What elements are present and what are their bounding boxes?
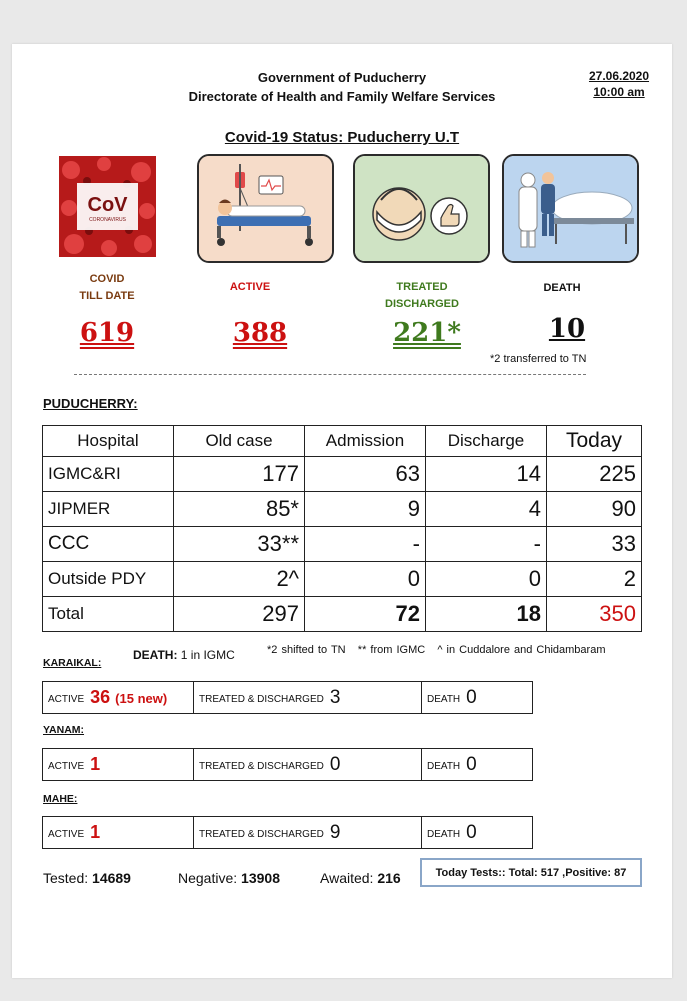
report-page [12,44,672,978]
mahe-treated-value: 9 [329,821,341,843]
row-discharge: - [426,527,547,562]
negative-label: Negative: [178,870,238,886]
report-datetime [584,68,654,100]
hospital-bed-image [197,154,334,263]
treated-label: TREATED & DISCHARGED [199,761,324,772]
col-admission: Admission [305,426,426,457]
puducherry-death-label: DEATH: [133,648,178,662]
row-discharge: 14 [426,457,547,492]
row-hospital: Total [43,597,174,632]
covid-label-line1: COVID [89,273,125,285]
mahe-death-cell [422,817,532,848]
tested-value: 14689 [92,870,131,886]
yanam-death-cell [422,749,532,780]
mahe-death-value: 0 [466,821,477,843]
yanam-active-value: 1 [90,754,101,774]
covid-label-line2: TILL DATE [79,290,135,302]
karaikal-heading: KARAIKAL: [43,657,102,669]
mahe-treated-cell [194,817,422,848]
mask-thumbs-up-image [353,154,490,263]
yanam-heading: YANAM: [43,724,85,736]
awaited-label: Awaited: [320,870,374,886]
puducherry-heading: PUDUCHERRY: [43,396,138,411]
active-label: ACTIVE [48,761,85,772]
row-discharge: 0 [426,562,547,597]
table-row [43,562,642,597]
cov-logo-subtext: CORONAVIRUS [89,217,126,223]
tested-label: Tested: [43,870,89,886]
row-today: 33 [547,527,642,562]
col-old-case: Old case [174,426,305,457]
row-admission: - [305,527,426,562]
yanam-treated-cell [194,749,422,780]
row-admission: 63 [305,457,426,492]
karaikal-active-cell [43,682,194,713]
yanam-death-value: 0 [466,753,477,775]
karaikal-death-value: 0 [466,686,477,708]
active-label: ACTIVE [48,829,85,840]
table-row [43,457,642,492]
status-title: Covid-19 Status: Puducherry U.T [224,129,460,146]
karaikal-treated-cell [194,682,422,713]
treated-discharged-label [372,279,472,313]
mahe-box [42,816,533,849]
report-time: 10:00 am [593,85,645,99]
karaikal-death-cell [422,682,532,713]
row-old-case: 177 [174,457,305,492]
row-hospital: CCC [43,527,174,562]
mahe-active-cell [43,817,194,848]
col-today: Today [547,426,642,457]
table-total-row [43,597,642,632]
total-admission: 72 [305,597,426,632]
row-hospital: Outside PDY [43,562,174,597]
awaited-value: 216 [377,870,401,886]
death-value: 10 [548,314,586,344]
karaikal-treated-value: 3 [329,686,341,708]
col-hospital: Hospital [43,426,174,457]
row-hospital: JIPMER [43,492,174,527]
negative-value: 13908 [241,870,280,886]
death-label: DEATH [543,282,581,294]
row-today: 2 [547,562,642,597]
karaikal-active-count: 36 [90,687,111,707]
awaited-total [320,870,401,886]
total-today: 350 [547,597,642,632]
death-label: DEATH [427,761,461,772]
mahe-active-value: 1 [90,822,101,842]
report-date: 27.06.2020 [588,69,650,83]
table-header-row [43,426,642,457]
karaikal-active-new: (15 new) [115,691,168,706]
row-admission: 9 [305,492,426,527]
covered-body-image [502,154,639,263]
total-discharge: 18 [426,597,547,632]
row-old-case: 2^ [174,562,305,597]
table-footnotes: *2 shifted to TN ** from IGMC ^ in Cuddalore and Chidambaram [267,644,606,656]
treated-label: TREATED & DISCHARGED [199,694,324,705]
transfer-note: *2 transferred to TN [490,353,587,365]
covid-till-date-value: 619 [79,318,135,348]
yanam-active-cell [43,749,194,780]
row-old-case: 33** [174,527,305,562]
header-government: Government of Puducherry [257,70,427,85]
row-old-case: 85* [174,492,305,527]
karaikal-box [42,681,533,714]
active-label: ACTIVE [48,694,85,705]
death-label: DEATH [427,694,461,705]
covid-till-date-label [57,271,157,305]
yanam-box [42,748,533,781]
treated-label-line2: DISCHARGED [385,298,459,310]
negative-total [178,870,280,886]
total-old-case: 297 [174,597,305,632]
treated-discharged-value: 221* [393,318,461,348]
puducherry-death [133,648,235,662]
col-discharge: Discharge [426,426,547,457]
cov-logo-text: CoV [87,194,128,216]
header-directorate: Directorate of Health and Family Welfare Services [188,89,496,104]
puducherry-table [42,425,642,632]
table-row [43,527,642,562]
death-label: DEATH [427,829,461,840]
treated-label-line1: TREATED [396,281,448,293]
treated-label: TREATED & DISCHARGED [199,829,324,840]
karaikal-active-value [90,687,167,708]
mahe-heading: MAHE: [43,793,78,805]
table-row [43,492,642,527]
row-today: 90 [547,492,642,527]
tested-total [43,870,131,886]
active-value: 388 [232,318,288,348]
row-admission: 0 [305,562,426,597]
puducherry-death-text: 1 in IGMC [180,648,235,662]
row-today: 225 [547,457,642,492]
today-tests-box: Today Tests:: Total: 517 ,Positive: 87 [420,858,642,887]
coronavirus-image [59,156,156,257]
report-header [172,68,512,106]
yanam-treated-value: 0 [329,753,341,775]
row-hospital: IGMC&RI [43,457,174,492]
divider [74,374,586,375]
row-discharge: 4 [426,492,547,527]
active-label: ACTIVE [229,281,271,293]
